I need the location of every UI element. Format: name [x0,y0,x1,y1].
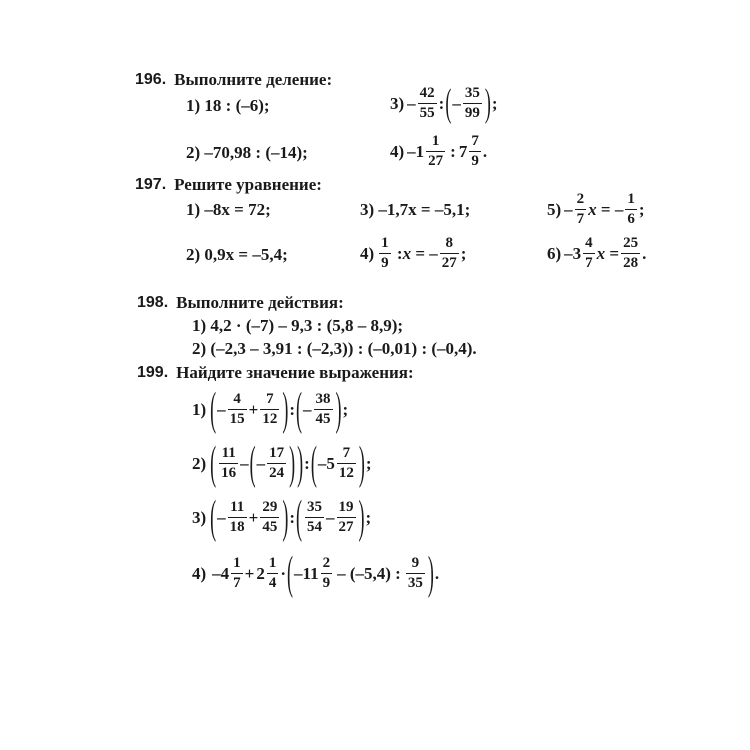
p196-item-2 [186,143,308,163]
fraction: $\frac{38}{45}$ [315,391,331,427]
p199-item-1: 1) ( – $\frac{4}{15}$ + $\frac{7}{12}$ ) : ( – $\frac{38}{45}$ ) ; [192,382,349,435]
item-label: 4) [360,243,375,263]
p199-item-4: 4) –4 $\frac{1}{7}$ + 2 $\frac{1}{4}$ · ( –11 $\frac{2}{9}$ – (–5,4) : $\frac{9}{35}$ ) . [192,546,440,599]
p199-item-2: 2) ( $\frac{11}{16}$ – ( – $\frac{17}{24}$ ) ) : ( –5 $\frac{7}{12}$ ) ; [192,436,372,489]
problem-number: 197. [135,176,167,193]
expr-text: 1) 18 : (–6); [186,96,270,115]
problem-number: 196. [135,71,167,88]
expr-text: 2) –70,98 : (–14); [186,143,308,162]
fraction: $\frac{1}{7}$ [233,555,241,591]
p197-item-6: 6) –3 $\frac{4}{7}$ x = $\frac{25}{28}$ . [547,235,647,271]
item-label: 1) [192,399,207,419]
fraction: $\frac{1}{9}$ [381,235,389,271]
fraction: $\frac{1}{27}$ [428,133,444,169]
fraction: $\frac{1}{4}$ [268,555,277,591]
problem-199-header [137,363,414,383]
item-label: 3) [192,507,207,527]
expr-text: 1) –8x = 72; [186,200,271,219]
expr-text: 2) (–2,3 – 3,91 : (–2,3)) : (–0,01) : (–0,4). [192,339,477,358]
problem-title: Выполните деление: [174,70,333,89]
item-label: 4) [192,563,207,583]
fraction: $\frac{7}{12}$ [262,391,278,427]
fraction: $\frac{35}{54}$ [307,499,323,535]
fraction: $\frac{2}{9}$ [322,555,331,591]
p199-item-3: 3) ( – $\frac{11}{18}$ + $\frac{29}{45}$ ) : ( $\frac{35}{54}$ – $\frac{19}{27}$ ) ; [192,490,372,543]
p197-item-2 [186,245,288,265]
fraction: $\frac{11}{16}$ [221,445,237,481]
fraction: $\frac{7}{12}$ [338,445,354,481]
p197-item-3 [360,200,470,220]
fraction: $\frac{11}{18}$ [229,499,245,535]
problem-197-header [135,175,322,195]
problem-196-header [135,70,332,90]
problem-number: 198. [137,294,169,311]
item-label: 4) [390,141,405,161]
p197-item-1 [186,200,271,220]
fraction: $\frac{2}{7}$ [576,191,585,227]
expr-text: 2) 0,9x = –5,4; [186,245,288,264]
problem-title: Найдите значение выражения: [176,363,414,382]
p197-item-5: 5) – $\frac{2}{7}$ x = – $\frac{1}{6}$ ; [547,191,645,227]
fraction: $\frac{1}{6}$ [627,191,635,227]
problem-number: 199. [137,364,169,381]
p198-item-1 [192,316,403,336]
fraction: $\frac{19}{27}$ [338,499,354,535]
expr-text: 1) 4,2 · (–7) – 9,3 : (5,8 – 8,9); [192,316,404,335]
p198-item-2 [192,339,477,359]
fraction: $\frac{8}{27}$ [441,235,457,271]
fraction: $\frac{42}{55}$ [419,85,435,121]
problem-title: Решите уравнение: [174,175,322,194]
fraction: $\frac{9}{35}$ [407,555,423,591]
expr-text: 3) –1,7x = –5,1; [360,200,471,219]
p197-item-4: 4) $\frac{1}{9}$ : x = – $\frac{8}{27}$ ; [360,235,467,271]
item-label: 5) [547,199,562,219]
problem-198-header [137,293,344,313]
item-label: 6) [547,243,562,263]
fraction: $\frac{29}{45}$ [262,499,278,535]
p196-item-3: 3) – $\frac{42}{55}$ : ( – $\frac{35}{99}$ ) ; [390,80,498,125]
problem-title: Выполните действия: [176,293,344,312]
item-label: 3) [390,93,405,113]
p196-item-1 [186,96,270,116]
fraction: $\frac{17}{24}$ [269,445,285,481]
fraction: $\frac{7}{9}$ [471,133,479,169]
fraction: $\frac{25}{28}$ [623,235,639,271]
fraction: $\frac{4}{15}$ [229,391,245,427]
fraction: $\frac{35}{99}$ [464,85,480,121]
p196-item-4: 4) –1 $\frac{1}{27}$ : 7 $\frac{7}{9}$ . [390,133,488,169]
fraction: $\frac{4}{7}$ [585,235,593,271]
item-label: 2) [192,453,207,473]
